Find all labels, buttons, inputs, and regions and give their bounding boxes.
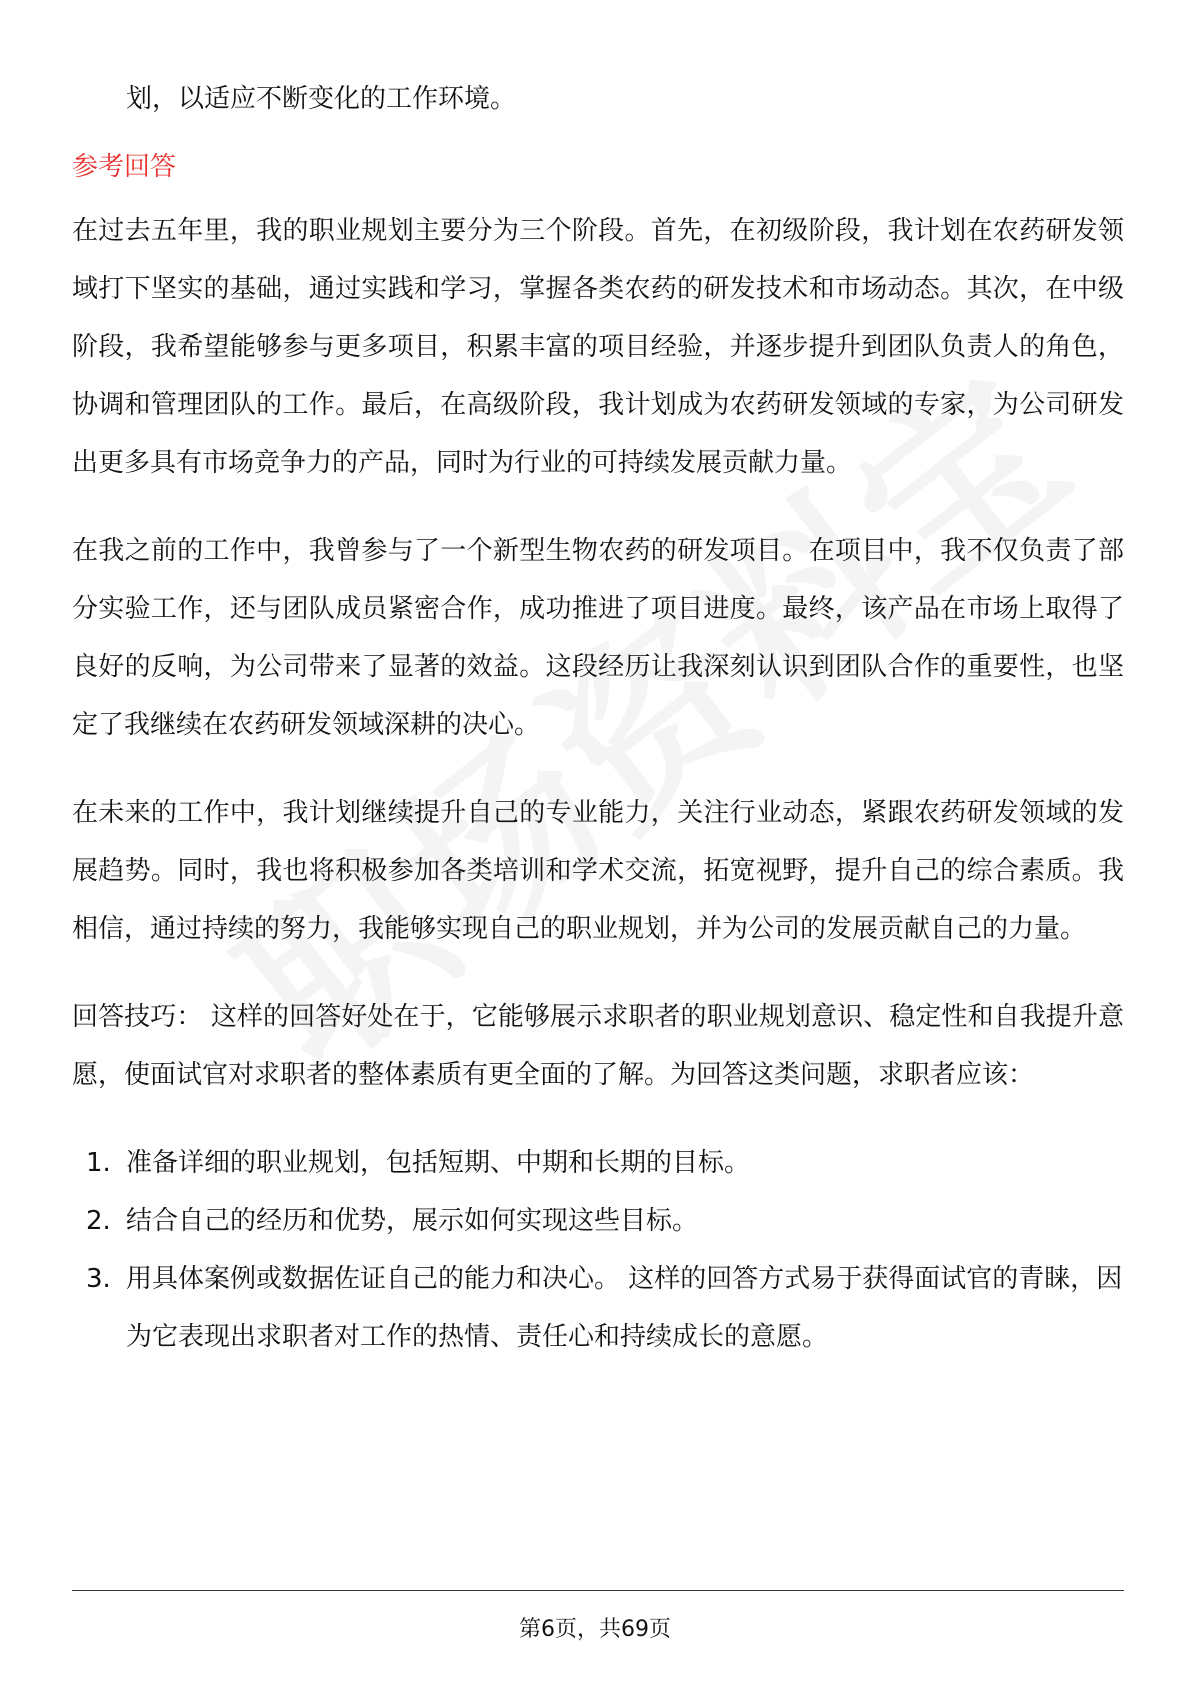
footer-divider bbox=[72, 1590, 1124, 1591]
list-item bbox=[72, 1134, 1124, 1192]
list-number: 2. bbox=[86, 1206, 111, 1236]
section-heading: 参考回答 bbox=[72, 152, 177, 182]
paragraph-2: 在我之前的工作中，我曾参与了一个新型生物农药的研发项目。在项目中，我不仅负责了部分实验工作，还与团队成员紧密合作，成功推进了项目进度。最终，该产品在市场上取得了良好的反响，为公司带来了显著的效益。这段经历让我深刻认识到团队合作的重要性，也坚定了我继续在农药研发领域深耕的决心。 bbox=[72, 536, 1124, 740]
list-item bbox=[72, 1192, 1124, 1250]
list-number: 3. bbox=[86, 1264, 111, 1294]
paragraph-tips: 回答技巧： 这样的回答好处在于，它能够展示求职者的职业规划意识、稳定性和自我提升意愿，使面试官对求职者的整体素质有更全面的了解。为回答这类问题，求职者应该： bbox=[72, 1002, 1124, 1090]
list-number: 1. bbox=[86, 1148, 111, 1178]
content-body bbox=[72, 70, 1124, 1366]
list-item bbox=[72, 1250, 1124, 1366]
paragraph-1: 在过去五年里，我的职业规划主要分为三个阶段。首先，在初级阶段，我计划在农药研发领域打下坚实的基础，通过实践和学习，掌握各类农药的研发技术和市场动态。其次，在中级阶段，我希望能够参与更多项目，积累丰富的项目经验，并逐步提升到团队负责人的角色，协调和管理团队的工作。最后，在高级阶段，我计划成为农药研发领域的专家，为公司研发出更多具有市场竞争力的产品，同时为行业的可持续发展贡献力量。 bbox=[72, 216, 1124, 478]
list-text: 用具体案例或数据佐证自己的能力和决心。 这样的回答方式易于获得面试官的青睐，因为它表现出求职者对工作的热情、责任心和持续成长的意愿。 bbox=[126, 1264, 1123, 1352]
paragraph-3: 在未来的工作中，我计划继续提升自己的专业能力，关注行业动态，紧跟农药研发领域的发展趋势。同时，我也将积极参加各类培训和学术交流，拓宽视野，提升自己的综合素质。我相信，通过持续的努力，我能够实现自己的职业规划，并为公司的发展贡献自己的力量。 bbox=[72, 798, 1124, 944]
continuation-text: 划，以适应不断变化的工作环境。 bbox=[126, 84, 517, 114]
list-text: 结合自己的经历和优势，展示如何实现这些目标。 bbox=[126, 1206, 699, 1236]
list-text: 准备详细的职业规划，包括短期、中期和长期的目标。 bbox=[126, 1148, 751, 1178]
page-number: 第6页，共69页 bbox=[519, 1617, 671, 1642]
tips-list bbox=[72, 1134, 1124, 1366]
